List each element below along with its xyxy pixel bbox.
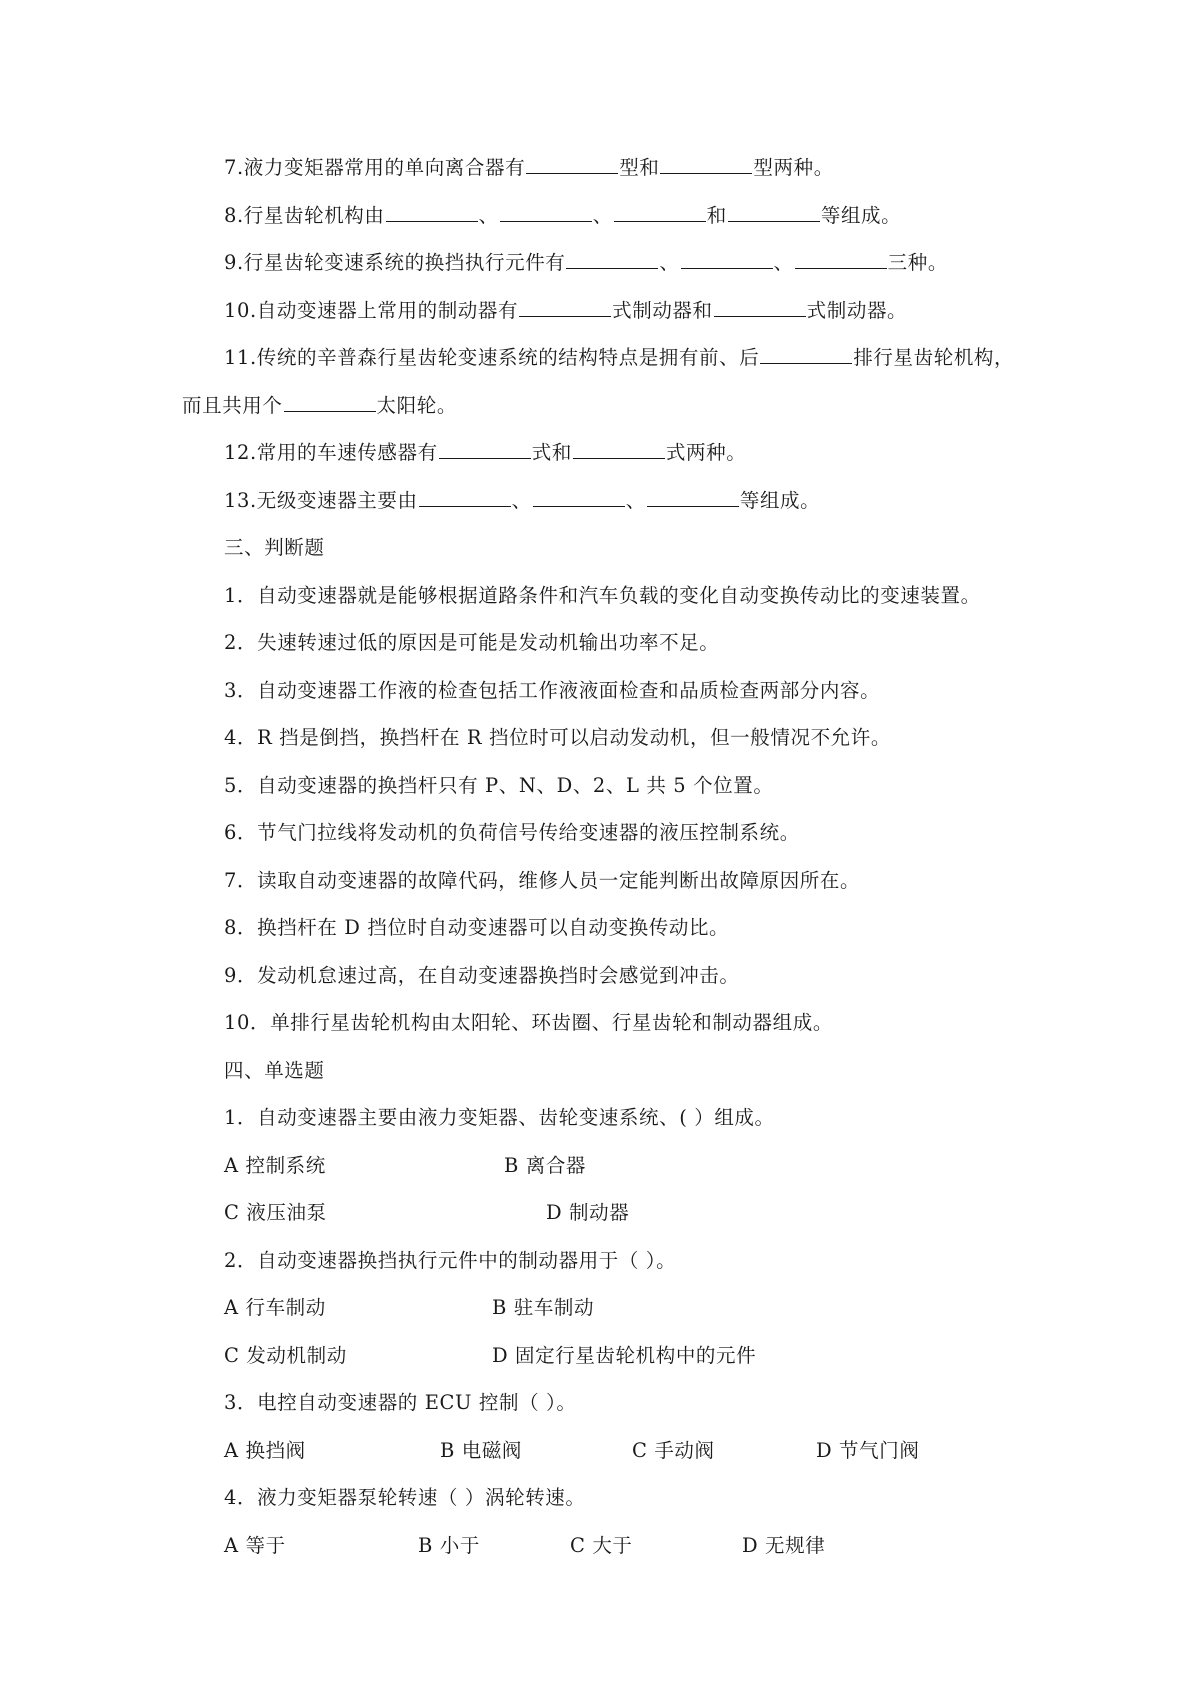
option-c[interactable]: C 液压油泵 <box>224 1201 327 1224</box>
answer-blank[interactable] <box>519 298 611 317</box>
answer-blank[interactable] <box>760 345 852 364</box>
option-c[interactable]: C 发动机制动 <box>224 1344 347 1367</box>
fill-question-10: 10.自动变速器上常用的制动器有 式制动器和 式制动器。 <box>224 299 908 322</box>
option-a[interactable]: A 等于 <box>224 1534 286 1557</box>
choice-question-1: 1．自动变速器主要由液力变矩器、齿轮变速系统、( ）组成。 <box>224 1106 775 1129</box>
answer-blank[interactable] <box>284 393 376 412</box>
choice-question-4: 4．液力变矩器泵轮转速（ ）涡轮转速。 <box>224 1486 586 1509</box>
judgement-item: 8．换挡杆在 D 挡位时自动变速器可以自动变换传动比。 <box>224 916 730 939</box>
option-b[interactable]: B 离合器 <box>504 1154 587 1177</box>
answer-blank[interactable] <box>573 440 665 459</box>
option-d[interactable]: D 制动器 <box>546 1201 630 1224</box>
option-d[interactable]: D 无规律 <box>742 1534 826 1557</box>
answer-blank[interactable] <box>681 250 773 269</box>
choice-question-2: 2．自动变速器换挡执行元件中的制动器用于（ ）。 <box>224 1249 677 1272</box>
option-a[interactable]: A 控制系统 <box>224 1154 326 1177</box>
answer-blank[interactable] <box>660 155 752 174</box>
answer-blank[interactable] <box>647 488 739 507</box>
section-heading-single-choice: 四、单选题 <box>224 1059 325 1082</box>
option-a[interactable]: A 换挡阀 <box>224 1439 306 1462</box>
choice-question-3: 3．电控自动变速器的 ECU 控制（ ）。 <box>224 1391 577 1414</box>
judgement-item: 10．单排行星齿轮机构由太阳轮、环齿圈、行星齿轮和制动器组成。 <box>224 1011 833 1034</box>
fill-question-8: 8.行星齿轮机构由 、 、 和 等组成。 <box>224 204 902 227</box>
fill-question-13: 13.无级变速器主要由 、 、 等组成。 <box>224 489 821 512</box>
fill-question-11: 11.传统的辛普森行星齿轮变速系统的结构特点是拥有前、后 排行星齿轮机构， <box>224 346 1015 369</box>
judgement-item: 5．自动变速器的换挡杆只有 P、N、D、2、L 共 5 个位置。 <box>224 774 774 797</box>
answer-blank[interactable] <box>714 298 806 317</box>
option-c[interactable]: C 大于 <box>570 1534 633 1557</box>
option-b[interactable]: B 电磁阀 <box>440 1439 523 1462</box>
fill-question-11-continued: 而且共用个 太阳轮。 <box>182 394 457 417</box>
fill-question-12: 12.常用的车速传感器有 式和 式两种。 <box>224 441 747 464</box>
answer-blank[interactable] <box>386 203 478 222</box>
judgement-item: 9．发动机怠速过高，在自动变速器换挡时会感觉到冲击。 <box>224 964 740 987</box>
section-heading-judgement: 三、判断题 <box>224 536 325 559</box>
judgement-item: 1．自动变速器就是能够根据道路条件和汽车负载的变化自动变换传动比的变速装置。 <box>224 584 981 607</box>
fill-question-7: 7.液力变矩器常用的单向离合器有 型和 型两种。 <box>224 156 834 179</box>
fill-question-9: 9.行星齿轮变速系统的换挡执行元件有 、 、 三种。 <box>224 251 948 274</box>
answer-blank[interactable] <box>439 440 531 459</box>
judgement-item: 3．自动变速器工作液的检查包括工作液液面检查和品质检查两部分内容。 <box>224 679 881 702</box>
option-c[interactable]: C 手动阀 <box>632 1439 715 1462</box>
answer-blank[interactable] <box>566 250 658 269</box>
option-a[interactable]: A 行车制动 <box>224 1296 326 1319</box>
option-b[interactable]: B 驻车制动 <box>492 1296 595 1319</box>
answer-blank[interactable] <box>419 488 511 507</box>
judgement-item: 2．失速转速过低的原因是可能是发动机输出功率不足。 <box>224 631 720 654</box>
judgement-item: 6．节气门拉线将发动机的负荷信号传给变速器的液压控制系统。 <box>224 821 800 844</box>
option-b[interactable]: B 小于 <box>418 1534 480 1557</box>
answer-blank[interactable] <box>728 203 820 222</box>
judgement-item: 7．读取自动变速器的故障代码，维修人员一定能判断出故障原因所在。 <box>224 869 861 892</box>
answer-blank[interactable] <box>614 203 706 222</box>
judgement-item: 4．R 挡是倒挡，换挡杆在 R 挡位时可以启动发动机，但一般情况不允许。 <box>224 726 891 749</box>
answer-blank[interactable] <box>526 155 618 174</box>
option-d[interactable]: D 固定行星齿轮机构中的元件 <box>492 1344 757 1367</box>
answer-blank[interactable] <box>500 203 592 222</box>
option-d[interactable]: D 节气门阀 <box>816 1439 920 1462</box>
answer-blank[interactable] <box>795 250 887 269</box>
answer-blank[interactable] <box>533 488 625 507</box>
